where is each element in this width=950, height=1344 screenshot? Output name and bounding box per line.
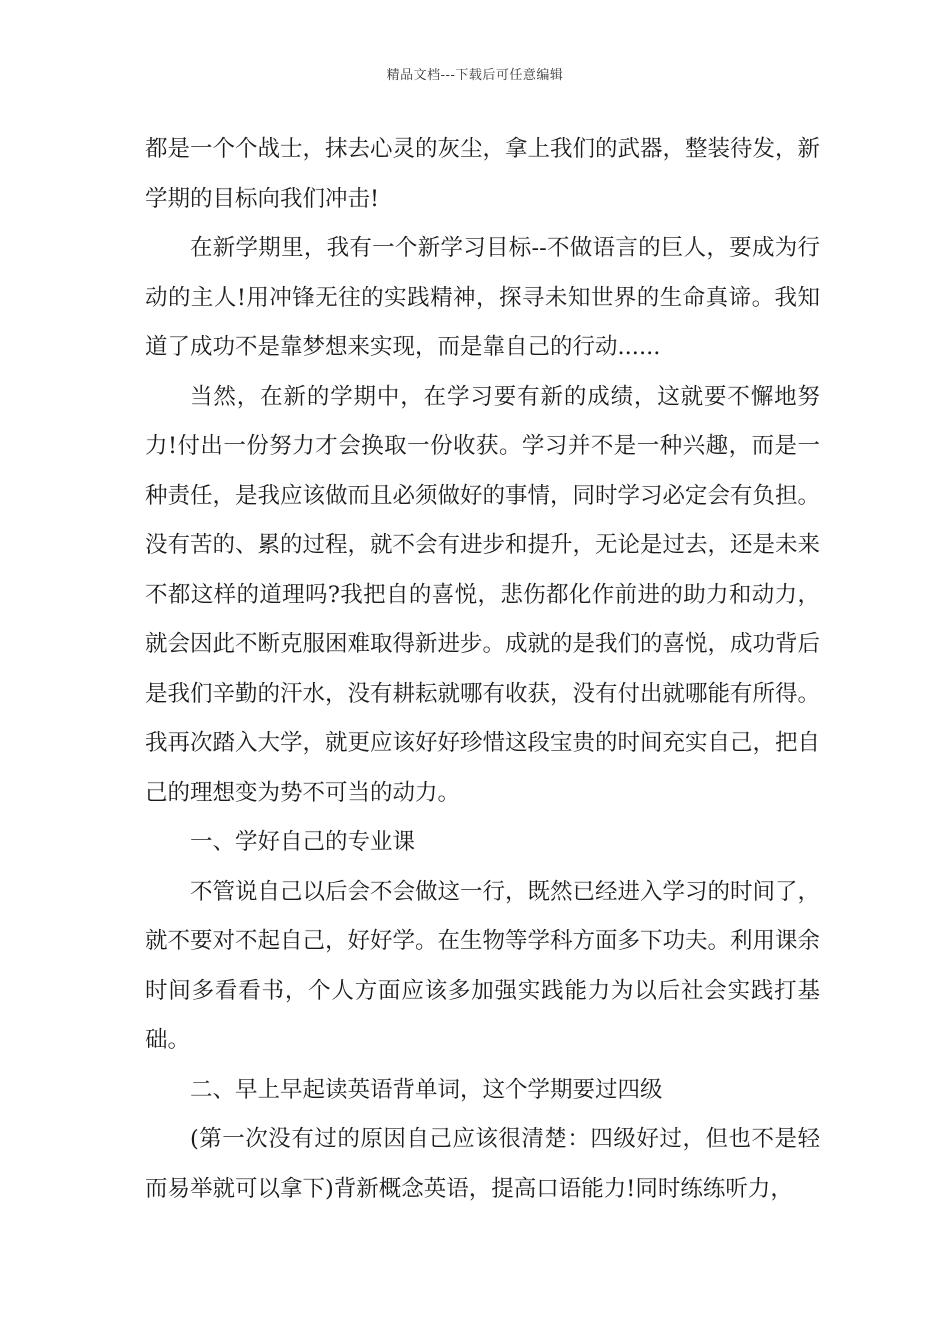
paragraph-english: (第一次没有过的原因自己应该很清楚：四级好过，但也不是轻而易举就可以拿下)背新概念英语，提高口语能力!同时练练听力， [145,1126,820,1202]
document-body [145,125,820,1214]
paragraph-continuation: 都是一个个战士，抹去心灵的灰尘，拿上我们的武器，整装待发，新学期的目标向我们冲击! [145,136,821,212]
paragraph-effort: 当然，在新的学期中，在学习要有新的成绩，这就要不懈地努力!付出一份努力才会换取一份收获。学习并不是一种兴趣，而是一种责任，是我应该做而且必须做好的事情，同时学习必定会有负担。没有苦的、累的过程，就不会有进步和提升，无论是过去，还是未来不都这样的道理吗?我把自的喜悦，悲伤都化作前进的助力和动力，就会因此不断克服困难取得新进步。成就的是我们的喜悦，成功背后是我们辛勤的汗水，没有耕耘就哪有收获，没有付出就哪能有所得。我再次踏入大学，就更应该好好珍惜这段宝贵的时间充实自己，把自己的理想变为势不可当的动力。 [145,383,821,806]
page-header: 精品文档---下载后可任意编辑 [386,68,564,83]
paragraph-new-goal: 在新学期里，我有一个新学习目标--不做语言的巨人，要成为行动的主人!用冲锋无往的实践精神，探寻未知世界的生命真谛。我知道了成功不是靠梦想来实现，而是靠自己的行动...... [145,235,820,360]
section-heading-major-courses: 一、学好自己的专业课 [190,829,416,855]
section-heading-english: 二、早上早起读英语背单词，这个学期要过四级 [190,1076,663,1103]
paragraph-major-courses: 不管说自己以后会不会做这一行，既然已经进入学习的时间了，就不要对不起自己，好好学。在生物等学科方面多下功夫。利用课余时间多看看书，个人方面应该多加强实践能力为以后社会实践打基础。 [145,878,821,1053]
